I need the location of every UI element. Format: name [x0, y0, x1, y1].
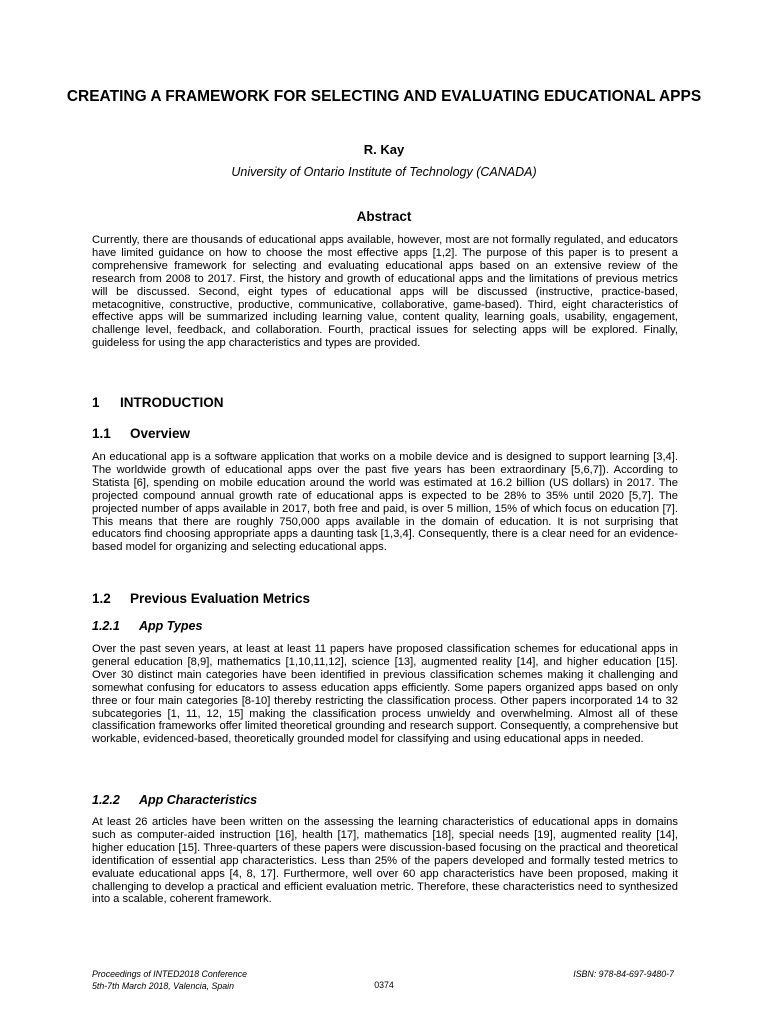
section-number: 1.1: [92, 426, 111, 441]
author-name: R. Kay: [363, 142, 405, 157]
footer-dates: 5th-7th March 2018, Valencia, Spain: [92, 981, 234, 991]
paper-title: CREATING A FRAMEWORK FOR SELECTING AND EVALUATING EDUCATIONAL APPS: [66, 88, 702, 105]
section-title: INTRODUCTION: [120, 395, 224, 410]
section-title: Previous Evaluation Metrics: [130, 591, 311, 606]
app-types-paragraph: Over the past seven years, at least at least 11 papers have proposed classification schemes for educational apps in general education [8,9], mathematics [1,10,11,12], science [13], augmented reality [14], and higher education [15]. Over 30 distinct main categories have been identified in previous classification schemes making it challenging and somewhat confusing for educators to assess education apps efficiently. Some papers organized apps based on only three or four main categories [8-10] thereby restricting the classification process. Other papers incorporated 14 to 32 subcategories [1, 11, 12, 15] making the classification process unwieldy and overwhelming. Almost all of these classification frameworks offer limited theoretical grounding and research support. Consequently, a comprehensive but workable, evidenced-based, theoretically grounded model for classifying and using educational apps in needed.: [92, 643, 678, 746]
section-heading-previous-evaluation-metrics: [92, 591, 310, 607]
section-heading-introduction: [92, 395, 224, 411]
abstract-heading: Abstract: [356, 209, 412, 224]
section-number: 1.2: [92, 591, 111, 606]
abstract-text: Currently, there are thousands of educational apps available, however, most are not formally regulated, and educators have limited guidance on how to choose the most effective apps [1,2]. The purpose of this paper is to present a comprehensive framework for selecting and evaluating educational apps based on an extensive review of the research from 2008 to 2017. First, the history and growth of educational apps and the limitations of previous metrics will be discussed. Second, eight types of educational apps will be discussed (instructive, practice-based, metacognitive, constructive, productive, communicative, collaborative, game-based). Third, eight characteristics of effective apps will be summarized including learning value, content quality, learning goals, usability, engagement, challenge level, feedback, and collaboration. Fourth, practical issues for selecting apps will be explored. Finally, guideless for using the app characteristics and types are provided.: [92, 234, 678, 350]
section-title: App Types: [139, 619, 203, 633]
overview-paragraph: An educational app is a software application that works on a mobile device and is designed to support learning [3,4]. The worldwide growth of educational apps over the past five years has been extraordinary [5,6,7]). According to Statista [6], spending on mobile education around the world was estimated at 16.2 billion (US dollars) in 2017. The projected compound annual growth rate of educational apps is expected to be 28% to 35% until 2020 [5,7]. The projected number of apps available in 2017, both free and paid, is over 5 million, 15% of which focus on education [7]. This means that there are roughly 750,000 apps available in the domain of education. It is not surprising that educators find choosing appropriate apps a daunting task [1,3,4]. Consequently, there is a clear need for an evidence-based model for organizing and selecting educational apps.: [92, 451, 678, 554]
page-number: 0374: [374, 980, 394, 990]
section-heading-app-characteristics: [92, 792, 257, 808]
section-number: 1.2.1: [92, 619, 120, 633]
section-heading-overview: [92, 426, 190, 442]
section-number: 1.2.2: [92, 793, 120, 807]
author-affiliation: University of Ontario Institute of Technology (CANADA): [231, 165, 537, 179]
section-title: App Characteristics: [139, 793, 258, 807]
footer-conference: Proceedings of INTED2018 Conference: [92, 969, 248, 979]
section-title: Overview: [130, 426, 191, 441]
section-heading-app-types: [92, 618, 202, 634]
app-characteristics-paragraph: At least 26 articles have been written on the assessing the learning characteristics of educational apps in domains such as computer-aided instruction [16], health [17], mathematics [18], special needs [19], augmented reality [14], higher education [15]. Three-quarters of these papers were discussion-based focusing on the practical and theoretical identification of essential app characteristics. Less than 25% of the papers developed and formally tested metrics to evaluate educational apps [4, 8, 17]. Furthermore, well over 60 app characteristics have been proposed, making it challenging to develop a practical and efficient evaluation metric. Therefore, these characteristics need to synthesized into a scalable, coherent framework.: [92, 816, 678, 906]
footer-isbn: ISBN: 978-84-697-9480-7: [573, 969, 674, 979]
section-number: 1: [92, 395, 100, 410]
